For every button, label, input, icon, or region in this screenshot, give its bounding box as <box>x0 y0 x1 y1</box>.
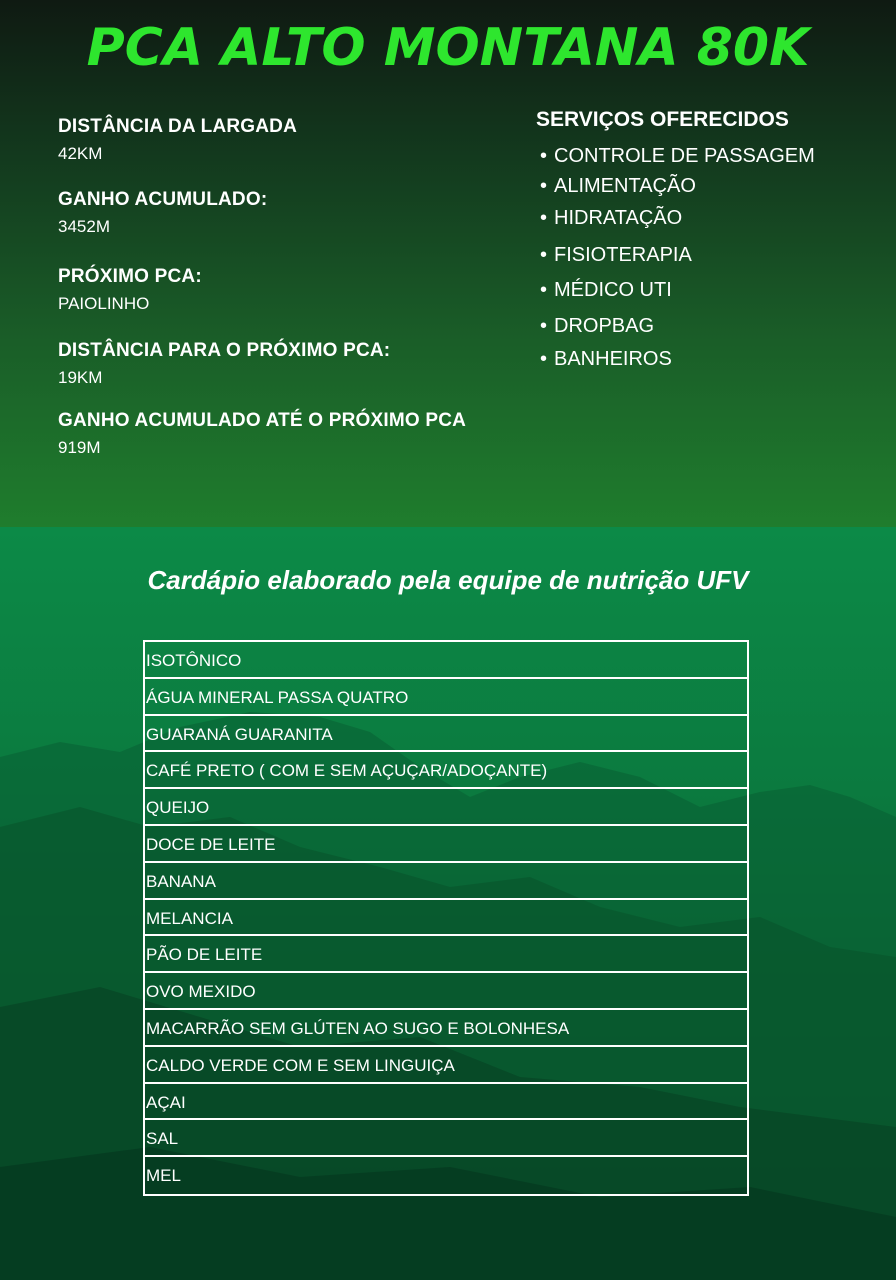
service-label: FISIOTERAPIA <box>554 244 692 266</box>
info-label: PRÓXIMO PCA: <box>58 266 202 287</box>
info-start-distance <box>58 116 297 164</box>
menu-row: GUARANÁ GUARANITA <box>145 716 747 753</box>
bullet-icon: • <box>540 207 548 229</box>
service-label: MÉDICO UTI <box>554 279 672 301</box>
menu-row: CAFÉ PRETO ( COM E SEM AÇUÇAR/ADOÇANTE) <box>145 752 747 789</box>
service-item <box>540 207 682 230</box>
menu-row: SAL <box>145 1120 747 1157</box>
info-value: 19KM <box>58 368 103 387</box>
menu-table <box>143 640 749 1196</box>
menu-row: MEL <box>146 1166 181 1186</box>
service-label: HIDRATAÇÃO <box>554 207 683 229</box>
page-title: PCA ALTO MONTANA 80K <box>86 18 810 78</box>
menu-row: BANANA <box>145 863 747 900</box>
info-value: 919M <box>58 438 101 457</box>
bullet-icon: • <box>540 145 548 167</box>
service-item <box>540 244 692 267</box>
menu-row: OVO MEXIDO <box>145 973 747 1010</box>
service-label: ALIMENTAÇÃO <box>554 175 696 197</box>
menu-row: PÃO DE LEITE <box>145 936 747 973</box>
info-label: GANHO ACUMULADO: <box>58 189 268 210</box>
info-label: DISTÂNCIA DA LARGADA <box>58 116 298 137</box>
service-item <box>540 348 672 371</box>
service-label: DROPBAG <box>554 315 655 337</box>
menu-row: AÇAI <box>145 1084 747 1121</box>
info-label: GANHO ACUMULADO ATÉ O PRÓXIMO PCA <box>58 410 467 431</box>
service-item <box>540 315 654 338</box>
info-value: PAIOLINHO <box>58 294 150 313</box>
services-title: SERVIÇOS OFERECIDOS <box>536 108 789 131</box>
service-label: CONTROLE DE PASSAGEM <box>554 145 815 167</box>
info-value: 42KM <box>58 144 103 163</box>
menu-row: CALDO VERDE COM E SEM LINGUIÇA <box>145 1047 747 1084</box>
info-next-pca-distance <box>58 340 390 388</box>
bullet-icon: • <box>540 315 548 337</box>
bullet-icon: • <box>540 279 548 301</box>
service-item <box>540 175 696 198</box>
menu-row: MACARRÃO SEM GLÚTEN AO SUGO E BOLONHESA <box>145 1010 747 1047</box>
service-item <box>540 145 815 168</box>
info-label: DISTÂNCIA PARA O PRÓXIMO PCA: <box>58 340 391 361</box>
info-next-pca-gain <box>58 410 466 458</box>
bullet-icon: • <box>540 175 548 197</box>
menu-row: DOCE DE LEITE <box>145 826 747 863</box>
service-label: BANHEIROS <box>554 348 672 370</box>
menu-title: Cardápio elaborado pela equipe de nutrição UFV <box>147 565 749 595</box>
menu-row: QUEIJO <box>145 789 747 826</box>
service-item <box>540 279 672 302</box>
bullet-icon: • <box>540 348 548 370</box>
info-accumulated-gain <box>58 189 267 237</box>
menu-row: MELANCIA <box>145 900 747 937</box>
menu-row: ÁGUA MINERAL PASSA QUATRO <box>145 679 747 716</box>
info-value: 3452M <box>58 217 110 236</box>
bullet-icon: • <box>540 244 548 266</box>
menu-row: ISOTÔNICO <box>145 642 747 679</box>
info-next-pca <box>58 266 202 314</box>
